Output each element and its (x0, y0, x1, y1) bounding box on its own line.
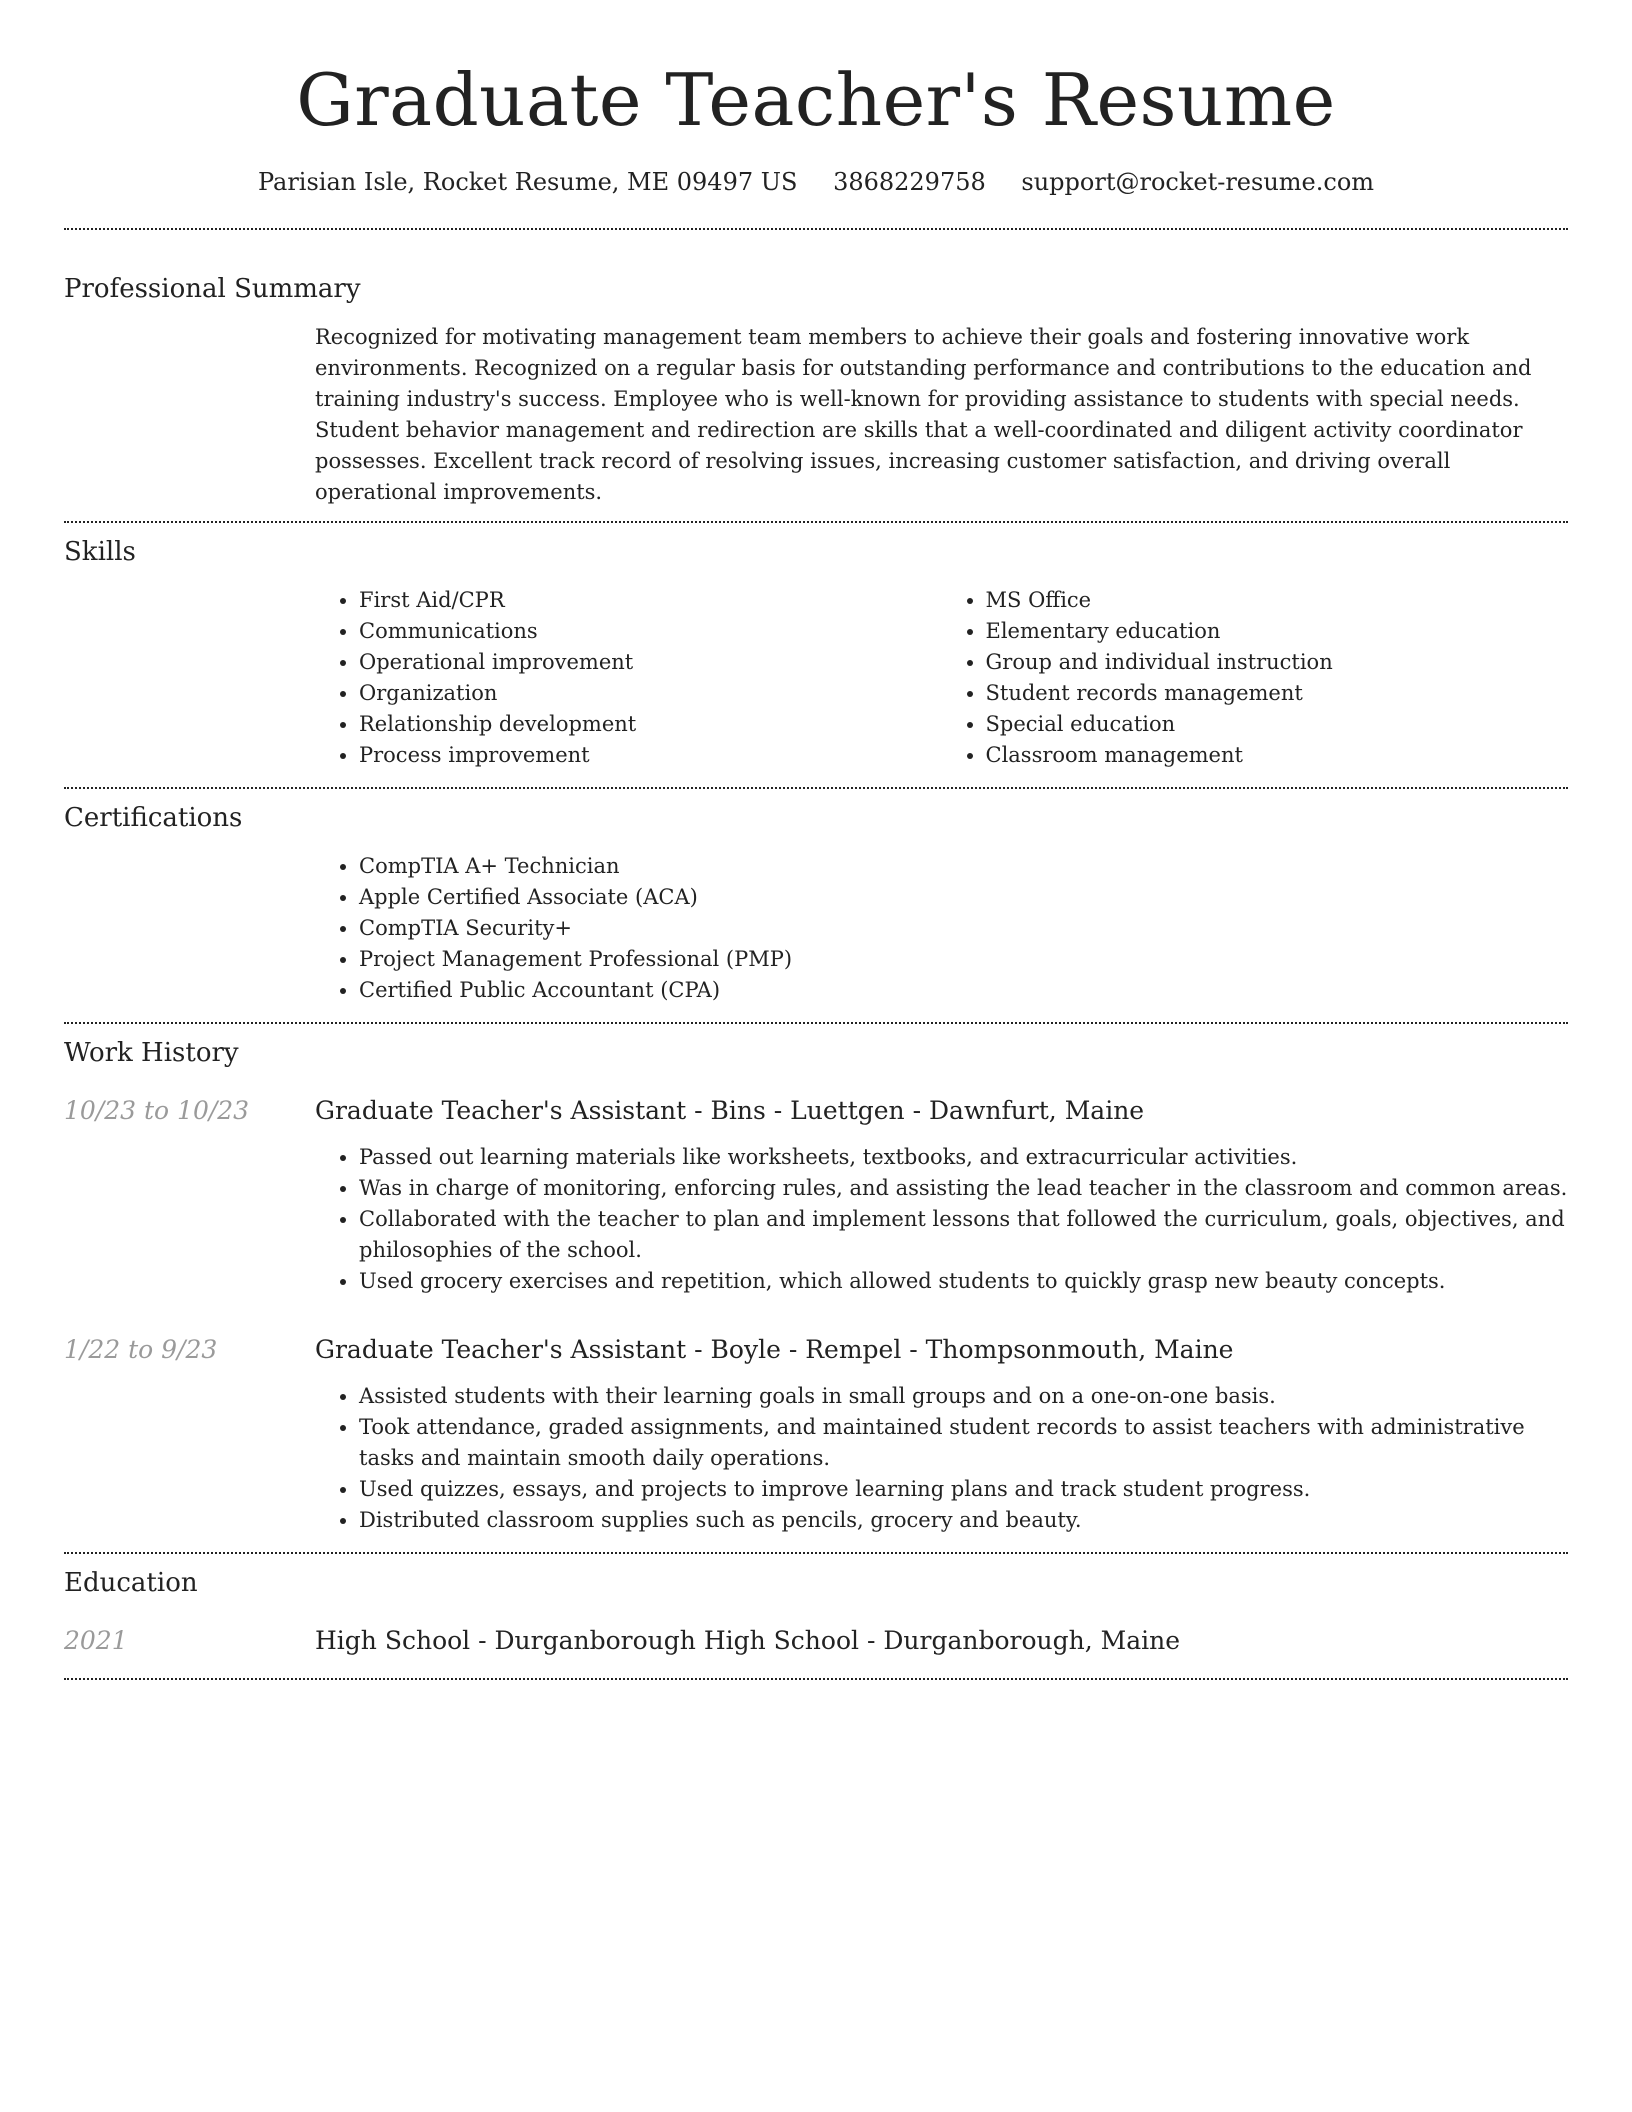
job-bullets (315, 1142, 1568, 1297)
certification-item: • Project Management Professional (PMP) (359, 944, 1568, 975)
divider (64, 228, 1568, 230)
skill-item: • MS Office (986, 585, 1569, 616)
skill-item: • Process improvement (359, 740, 942, 771)
job-title: Graduate Teacher's Assistant - Boyle - Rempel - Thompsonmouth, Maine (315, 1335, 1234, 1364)
certifications-body (315, 851, 1568, 1006)
certification-item: • Certified Public Accountant (CPA) (359, 975, 1568, 1006)
job-header (64, 1333, 1568, 1367)
summary-text: Recognized for motivating management team members to achieve their goals and fostering innovative work environments. Recognized on a regular basis for outstanding performance and contributions to the education and training industry's success. Employee who is well-known for providing assistance to students with special needs. Student behavior management and redirection are skills that a well-coordinated and diligent activity coordinator possesses. Excellent track record of resolving issues, increasing customer satisfaction, and driving overall operational improvements. (315, 325, 1532, 504)
certification-item: • Apple Certified Associate (ACA) (359, 882, 1568, 913)
summary-heading: Professional Summary (64, 274, 361, 304)
education-title: High School - Durganborough High School - Durganborough, Maine (315, 1626, 1181, 1655)
job-dates: 1/22 to 9/23 (64, 1335, 218, 1364)
divider (64, 1022, 1568, 1024)
education-heading: Education (64, 1568, 198, 1598)
job-bullet: • Took attendance, graded assignments, and maintained student records to assist teachers with administrative tasks and maintain smooth daily operations. (359, 1412, 1568, 1474)
job-bullet: • Passed out learning materials like worksheets, textbooks, and extracurricular activities. (359, 1142, 1568, 1173)
skills-section (64, 535, 1568, 771)
job-details (315, 1142, 1568, 1297)
summary-section (64, 272, 1568, 508)
divider (64, 787, 1568, 789)
education-entry (64, 1624, 1568, 1658)
skill-item: • Organization (359, 678, 942, 709)
job-details (315, 1381, 1568, 1536)
contact-address: Parisian Isle, Rocket Resume, ME 09497 US (257, 168, 798, 196)
certifications-heading: Certifications (64, 803, 243, 833)
job-dates: 10/23 to 10/23 (64, 1096, 250, 1125)
resume-page (64, 0, 1568, 1680)
job-bullet: • Used quizzes, essays, and projects to improve learning plans and track student progress. (359, 1474, 1568, 1505)
work-section (64, 1036, 1568, 1536)
skills-heading: Skills (64, 537, 136, 567)
education-section (64, 1566, 1568, 1658)
skill-item: • First Aid/CPR (359, 585, 942, 616)
contact-phone: 3868229758 (833, 168, 986, 196)
certification-item: • CompTIA Security+ (359, 913, 1568, 944)
job-bullets (315, 1381, 1568, 1536)
job-bullet: • Used grocery exercises and repetition, which allowed students to quickly grasp new beauty concepts. (359, 1266, 1568, 1297)
resume-title: Graduate Teacher's Resume (296, 58, 1336, 142)
job-bullet: • Distributed classroom supplies such as pencils, grocery and beauty. (359, 1505, 1568, 1536)
certifications-list (315, 851, 1568, 1006)
divider (64, 1552, 1568, 1554)
contact-line (64, 166, 1568, 198)
skill-item: • Communications (359, 616, 942, 647)
certification-item: • CompTIA A+ Technician (359, 851, 1568, 882)
certifications-section (64, 801, 1568, 1006)
contact-email: support@rocket-resume.com (1021, 168, 1375, 196)
skill-item: • Operational improvement (359, 647, 942, 678)
job-header (64, 1094, 1568, 1128)
skill-item: • Student records management (986, 678, 1569, 709)
skill-item: • Relationship development (359, 709, 942, 740)
job-bullet: • Was in charge of monitoring, enforcing rules, and assisting the lead teacher in the classroom and common areas. (359, 1173, 1568, 1204)
divider (64, 1678, 1568, 1680)
job-entry (64, 1094, 1568, 1297)
work-heading: Work History (64, 1038, 239, 1068)
education-year: 2021 (64, 1626, 128, 1655)
skills-list-right (942, 585, 1569, 771)
skill-item: • Special education (986, 709, 1569, 740)
skills-columns (315, 585, 1568, 771)
job-bullet: • Collaborated with the teacher to plan and implement lessons that followed the curriculum, goals, objectives, and philosophies of the school. (359, 1204, 1568, 1266)
job-title: Graduate Teacher's Assistant - Bins - Luettgen - Dawnfurt, Maine (315, 1096, 1145, 1125)
skill-item: • Classroom management (986, 740, 1569, 771)
skill-item: • Group and individual instruction (986, 647, 1569, 678)
skills-list-left (315, 585, 942, 771)
skill-item: • Elementary education (986, 616, 1569, 647)
job-entry (64, 1333, 1568, 1536)
divider (64, 521, 1568, 523)
job-bullet: • Assisted students with their learning goals in small groups and on a one-on-one basis. (359, 1381, 1568, 1412)
